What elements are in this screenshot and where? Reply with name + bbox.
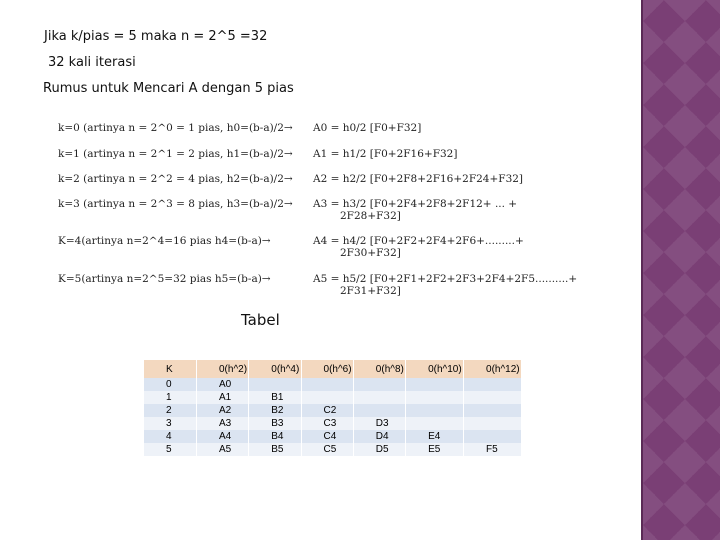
cell: C4 — [301, 430, 353, 443]
decorative-sidebar — [641, 0, 720, 540]
cell: E4 — [406, 430, 464, 443]
cell: B4 — [249, 430, 301, 443]
line-formula-heading: Rumus untuk Mencari A dengan 5 pias — [43, 81, 294, 96]
cell: C5 — [301, 443, 353, 456]
table-row — [144, 417, 522, 430]
cell — [301, 378, 353, 391]
cell — [406, 417, 464, 430]
cell: A2 — [197, 404, 249, 417]
cell — [406, 378, 464, 391]
header-h12: 0(h^12) — [464, 360, 522, 378]
table-header-row — [144, 360, 522, 378]
cell — [464, 430, 522, 443]
table-caption: Tabel — [241, 311, 280, 329]
line-n-definition: Jika k/pias = 5 maka n = 2^5 =32 — [44, 29, 268, 44]
header-h4: 0(h^4) — [249, 360, 301, 378]
cell: B5 — [249, 443, 301, 456]
cell: B2 — [249, 404, 301, 417]
cell — [464, 404, 522, 417]
romberg-table — [144, 360, 522, 456]
table-row — [144, 391, 522, 404]
line-iterations: 32 kali iterasi — [48, 55, 136, 70]
cell: F5 — [464, 443, 522, 456]
cell: B1 — [249, 391, 301, 404]
cell: A1 — [197, 391, 249, 404]
header-h10: 0(h^10) — [406, 360, 464, 378]
cell: C2 — [301, 404, 353, 417]
cell: 2 — [144, 404, 197, 417]
cell: 0 — [144, 378, 197, 391]
cell: A4 — [197, 430, 249, 443]
cell: 1 — [144, 391, 197, 404]
cell: 5 — [144, 443, 197, 456]
cell: D3 — [353, 417, 405, 430]
cell: E5 — [406, 443, 464, 456]
cell — [464, 378, 522, 391]
table-row — [144, 430, 522, 443]
cell: D5 — [353, 443, 405, 456]
cell — [301, 391, 353, 404]
cell — [406, 391, 464, 404]
table-row — [144, 378, 522, 391]
cell — [353, 391, 405, 404]
table-row — [144, 404, 522, 417]
cell — [353, 378, 405, 391]
table-row — [144, 443, 522, 456]
cell: A0 — [197, 378, 249, 391]
cell: A3 — [197, 417, 249, 430]
cell: 4 — [144, 430, 197, 443]
cell — [406, 404, 464, 417]
header-h8: 0(h^8) — [353, 360, 405, 378]
cell: B3 — [249, 417, 301, 430]
cell — [464, 391, 522, 404]
header-h2: 0(h^2) — [197, 360, 249, 378]
cell — [464, 417, 522, 430]
header-h6: 0(h^6) — [301, 360, 353, 378]
cell: D4 — [353, 430, 405, 443]
cell — [249, 378, 301, 391]
cell: A5 — [197, 443, 249, 456]
cell — [353, 404, 405, 417]
cell: 3 — [144, 417, 197, 430]
formula-image: k=0 (artinya n = 2^0 = 1 pias, h0=(b-a)/2→ A0 = h0/2 [F0+F32] k=1 (artinya n = 2^1 = 2 pias, h1=(b-a)/2→ A1 = h1/2 [F0+2F16+F32] k=2 (artinya n = 2^2 = 4 pias, h2=(b-a)/2→ A2 = h2/2 [F0+2F8+2F16+2F24+F32] k=3 (artinya n = 2^3 = 8 pias, h3=(b-a)/2→ A3 = h3/2 [F0+2F4+2F8+2F12+ ... + 2F28+F32] K=4(artinya n=2^4=16 pias h4=(b-a)→ A4 = h4/2 [F0+2F2+2F4+2F6+.........+ 2F30+F32] K=5(artinya n=2^5=32 pias h5=(b-a)→ A5 = h5/2 [F0+2F1+2F2+2F3+2F4+2F5..........+ 2F31+F32] — [58, 122, 578, 297]
cell: C3 — [301, 417, 353, 430]
header-k: K — [144, 360, 197, 378]
